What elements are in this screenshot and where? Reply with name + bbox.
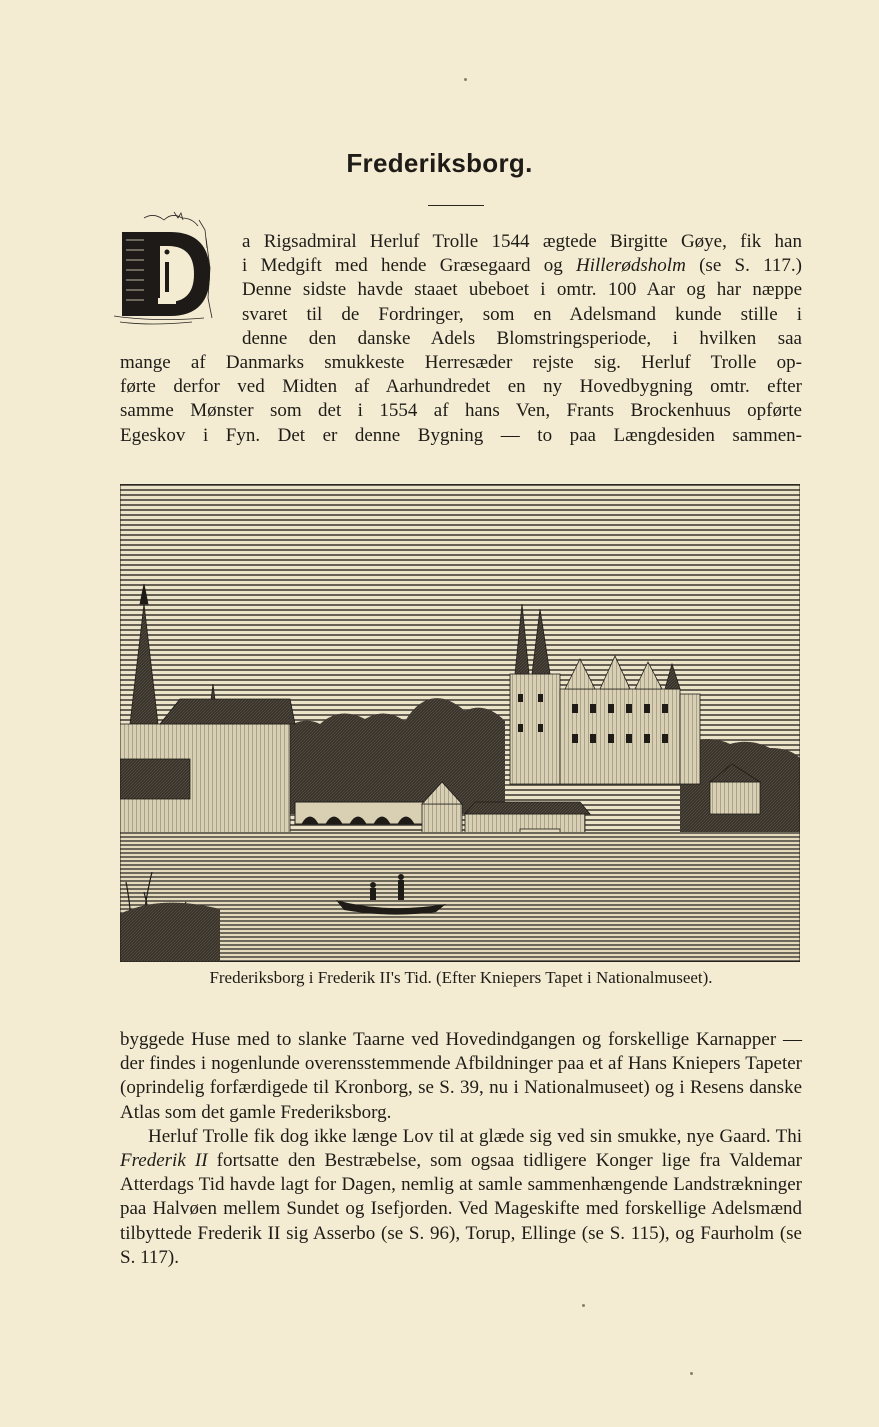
frederiksborg-engraving: [120, 484, 800, 962]
text-run: i Medgift med hende Græsegaard og: [242, 255, 577, 277]
text-run: fortsatte den Bestræbelse, som ogsaa tidligere Konger lige fra Valdemar Atterdags Tid havde lagt for Dagen, nemlig at samle sammenhængende Landstrækninger paa Halvøen mellem Sundet og Isefjorden. Ved Mageskifte med forskellige Adelsmænd tilbyttede Frederik II sig Asserbo (se S. 96), Torup, Ellinge (se S. 115), og Faurholm (se S. 117).: [120, 1150, 803, 1268]
body-text: [120, 1028, 802, 1270]
scan-speck: [582, 1304, 585, 1307]
text-line: samme Mønster som det i 1554 af hans Ven, Frants Brockenhuus opførte: [120, 400, 802, 422]
figure-caption: Frederiksborg i Frederik II's Tid. (Efter Kniepers Tapet i Nationalmuseet).: [209, 968, 713, 987]
paragraph: [120, 1125, 802, 1270]
scan-speck: [464, 78, 467, 81]
text-line: svaret til de Fordringer, som en Adelsmand kunde stille i: [242, 303, 802, 325]
text-line: [120, 254, 802, 278]
italic-place-name: Hillerødsholm: [576, 255, 686, 277]
text-line: Egeskov i Fyn. Det er denne Bygning — to paa Længdesiden sammen-: [120, 424, 802, 446]
text-line: førte derfor ved Midten af Aarhundredet en ny Hovedbygning omtr. efter: [120, 376, 802, 398]
text-line: a Rigsadmiral Herluf Trolle 1544 ægtede Birgitte Gøye, fik han: [242, 231, 802, 252]
italic-name: Frederik II: [120, 1150, 208, 1172]
text-run: (se S. 117.): [685, 255, 803, 277]
title-rule: [428, 205, 484, 206]
text-line: denne den danske Adels Blomstringsperiode, i hvilken saa: [242, 327, 802, 349]
text-line: Denne sidste havde staaet ubeboet i omtr. 100 Aar og har næppe: [242, 279, 802, 301]
intro-paragraph: [120, 230, 802, 448]
text-line: mange af Danmarks smukkeste Herresæder rejste sig. Herluf Trolle op-: [120, 351, 802, 373]
text-run: Herluf Trolle fik dog ikke længe Lov til at glæde sig ved sin smukke, nye Gaard. Thi: [148, 1125, 802, 1147]
scan-speck: [690, 1372, 693, 1375]
paragraph: byggede Huse med to slanke Taarne ved Hovedindgangen og forskellige Karnapper — der findes i nogenlunde overensstemmende Afbildninger paa et af Hans Kniepers Tapeter (oprindelig forfærdigede til Kronborg, se S. 39, nu i Nationalmuseet) og i Resens danske Atlas som det gamle Frederiksborg.: [120, 1029, 802, 1123]
page-title: Frederiksborg.: [346, 148, 533, 178]
